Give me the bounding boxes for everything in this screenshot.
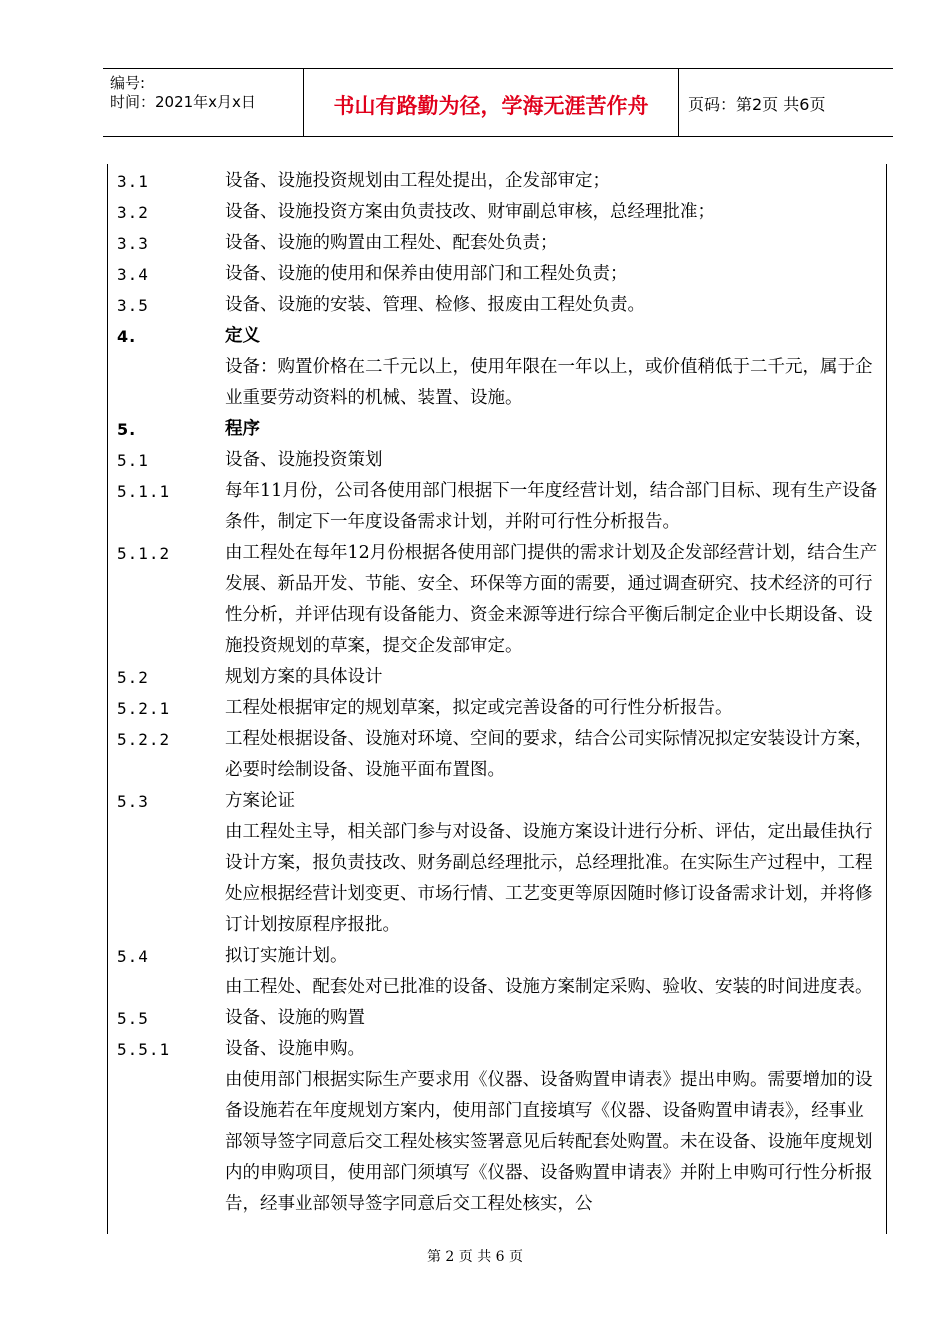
clause-number [117, 972, 225, 1003]
clause-number: 5.2.1 [117, 699, 171, 718]
clause-number: 5.1.2 [117, 544, 171, 563]
clause-number: 5.3 [117, 792, 149, 811]
clause-row [117, 724, 881, 786]
clause-row [117, 445, 881, 476]
document-number-label: 编号: [110, 74, 146, 92]
clause-row [117, 1003, 881, 1034]
clause-row [117, 197, 881, 228]
clause-text: 设备、设施的购置 [225, 1008, 365, 1028]
clause-text: 每年11月份，公司各使用部门根据下一年度经营计划，结合部门目标、现有生产设备条件，制定下一年度设备需求计划，并附可行性分析报告。 [225, 481, 878, 532]
section-heading: 程序 [225, 419, 260, 439]
clause-row [117, 786, 881, 817]
clause-number: 3.4 [117, 265, 149, 284]
section-heading: 定义 [225, 326, 260, 346]
clause-number: 3.3 [117, 234, 149, 253]
clause-row [117, 1065, 881, 1220]
header-page-number: 页码：第2页 共6页 [688, 95, 826, 114]
clause-text: 由使用部门根据实际生产要求用《仪器、设备购置申请表》提出申购。需要增加的设备设施若在年度规划方案内，使用部门直接填写《仪器、设备购置申请表》，经事业部领导签字同意后交工程处核实签署意见后转配套处购置。未在设备、设施年度规划内的申购项目，使用部门须填写《仪器、设备购置申请表》并附上申购可行性分析报告，经事业部领导签字同意后交工程处核实，公 [225, 1070, 873, 1214]
document-time-label: 时间：2021年x月x日 [110, 93, 256, 111]
section-heading-row [117, 414, 881, 445]
clause-row [117, 259, 881, 290]
clause-text: 由工程处在每年12月份根据各使用部门提供的需求计划及企发部经营计划，结合生产发展、新品开发、节能、安全、环保等方面的需要，通过调查研究、技术经济的可行性分析，并评估现有设备能力、资金来源等进行综合平衡后制定企业中长期设备、设施投资规划的草案，提交企发部审定。 [225, 543, 878, 656]
section-heading-row [117, 321, 881, 352]
clause-number: 5.5.1 [117, 1040, 171, 1059]
header-meta-cell [103, 69, 304, 136]
clause-text: 设备、设施投资方案由负责技改、财审副总审核，总经理批准； [225, 202, 715, 222]
clause-number: 3.5 [117, 296, 149, 315]
clause-number [117, 1065, 225, 1220]
clause-row [117, 693, 881, 724]
clause-text: 规划方案的具体设计 [225, 667, 383, 687]
clause-text: 设备、设施申购。 [225, 1039, 365, 1059]
document-body [117, 166, 881, 1220]
clause-text: 方案论证 [225, 791, 295, 811]
page-footer: 第 2 页 共 6 页 [426, 1249, 524, 1265]
clause-row [117, 941, 881, 972]
clause-number: 5. [117, 420, 137, 439]
header-slogan: 书山有路勤为径，学海无涯苦作舟 [333, 94, 649, 118]
clause-number: 3.2 [117, 203, 149, 222]
clause-text: 设备、设施投资策划 [225, 450, 383, 470]
clause-number: 4. [117, 327, 137, 346]
clause-number: 5.1.1 [117, 482, 171, 501]
clause-number: 5.5 [117, 1009, 149, 1028]
clause-row [117, 1034, 881, 1065]
document-header [103, 68, 893, 137]
clause-text: 设备、设施的安装、管理、检修、报废由工程处负责。 [225, 295, 645, 315]
clause-number: 5.1 [117, 451, 149, 470]
clause-row [117, 662, 881, 693]
clause-number: 5.4 [117, 947, 149, 966]
clause-text: 设备、设施的购置由工程处、配套处负责； [225, 233, 558, 253]
clause-text: 工程处根据审定的规划草案，拟定或完善设备的可行性分析报告。 [225, 698, 733, 718]
header-slogan-cell [304, 69, 679, 136]
clause-row [117, 352, 881, 414]
clause-text: 工程处根据设备、设施对环境、空间的要求，结合公司实际情况拟定安装设计方案，必要时绘制设备、设施平面布置图。 [225, 729, 873, 780]
clause-row [117, 228, 881, 259]
clause-number: 3.1 [117, 172, 149, 191]
clause-row [117, 290, 881, 321]
clause-text: 由工程处主导，相关部门参与对设备、设施方案设计进行分析、评估，定出最佳执行设计方案，报负责技改、财务副总经理批示，总经理批准。在实际生产过程中，工程处应根据经营计划变更、市场行情、工艺变更等原因随时修订设备需求计划，并将修订计划按原程序报批。 [225, 822, 873, 935]
clause-number: 5.2 [117, 668, 149, 687]
clause-text: 拟订实施计划。 [225, 946, 348, 966]
header-page-cell [679, 69, 893, 136]
clause-row [117, 538, 881, 662]
clause-text: 设备、设施投资规划由工程处提出，企发部审定； [225, 171, 610, 191]
clause-number [117, 352, 225, 414]
clause-number: 5.2.2 [117, 730, 171, 749]
clause-text: 设备：购置价格在二千元以上，使用年限在一年以上，或价值稍低于二千元，属于企业重要劳动资料的机械、装置、设施。 [225, 357, 873, 408]
clause-text: 设备、设施的使用和保养由使用部门和工程处负责； [225, 264, 628, 284]
clause-row [117, 166, 881, 197]
clause-text: 由工程处、配套处对已批准的设备、设施方案制定采购、验收、安装的时间进度表。 [225, 977, 873, 997]
clause-row [117, 817, 881, 941]
clause-row [117, 476, 881, 538]
clause-row [117, 972, 881, 1003]
clause-number [117, 817, 225, 941]
